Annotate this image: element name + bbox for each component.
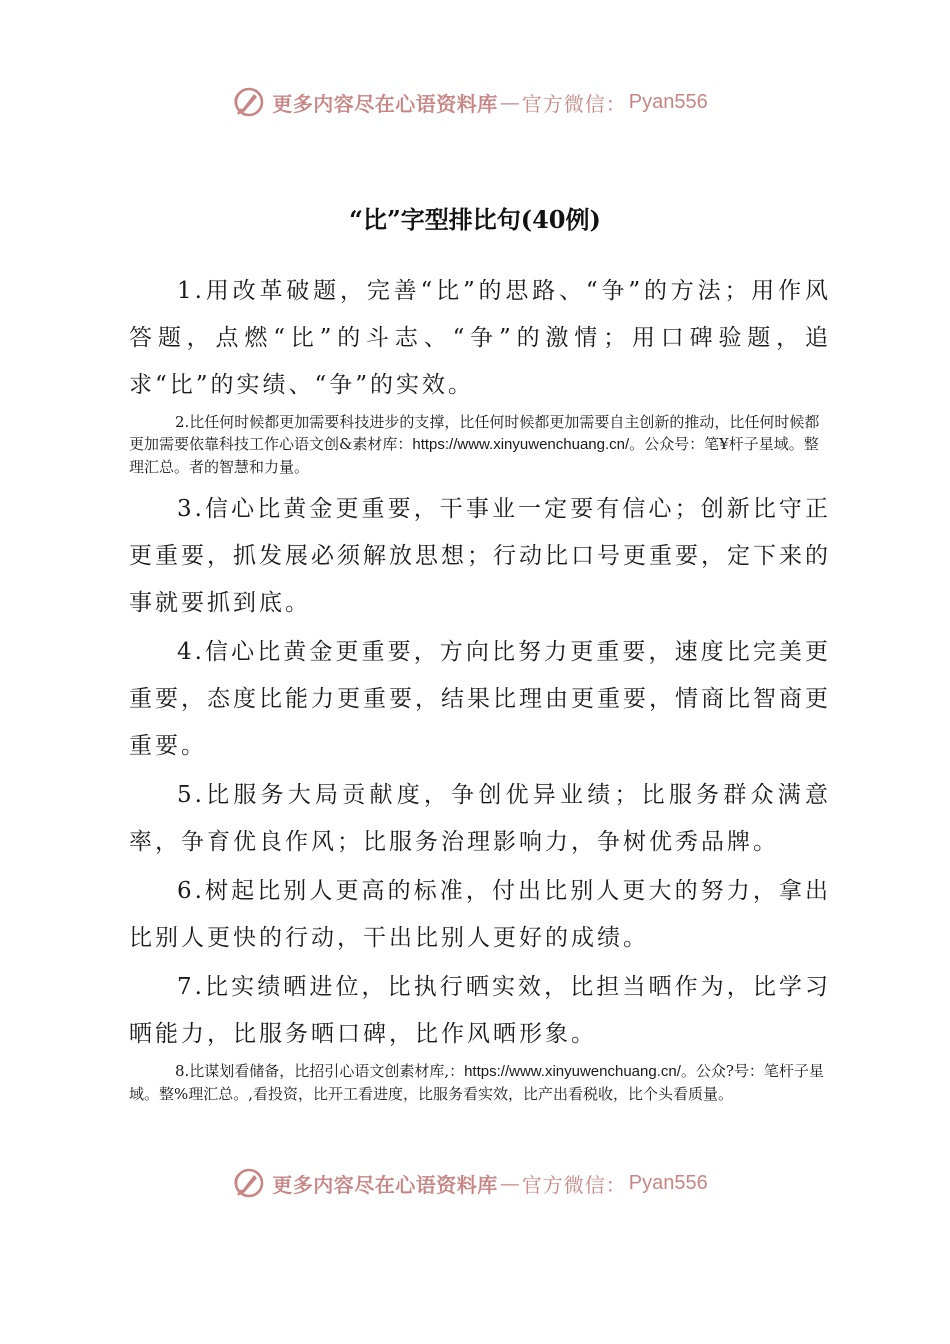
list-item-6: 6.树起比别人更高的标准，付出比别人更大的努力，拿出比别人更快的行动，干出比别人更好的成绩。 — [129, 878, 831, 951]
list-item-8-text-b: 。公众?号：笔杆子星域。整%理汇总。,看投资，比开工看进度，比服务看实效，比产出看税收，比个头看质量。 — [129, 1062, 824, 1103]
list-item-2-text-b: 。公众号：笔¥杆子星域。整理汇总。者的智慧和力量。 — [129, 435, 819, 476]
banner-site-text: 更多内容尽在心语资料库 — [272, 1172, 498, 1197]
page-title: “比”字型排比句(40例) — [349, 205, 601, 234]
quill-pen-logo-icon — [232, 1166, 266, 1200]
list-item-3: 3.信心比黄金更重要，干事业一定要有信心；创新比守正更重要，抓发展必须解放思想；行动比口号更重要，定下来的事就要抓到底。 — [129, 496, 831, 616]
list-item-2-url: https://www.xinyuwenchuang.cn/ — [412, 436, 630, 453]
banner-dash: — — [499, 1171, 520, 1195]
document-body — [129, 268, 831, 1109]
list-item-5: 5.比服务大局贡献度，争创优异业绩；比服务群众满意率，争育优良作风；比服务治理影响力，争树优秀品牌。 — [129, 782, 831, 855]
header-banner-content — [232, 85, 707, 119]
header-watermark-banner — [0, 82, 950, 122]
list-item-8-text-a: 8.比谋划看储备，比招引心语文创素材库,： — [175, 1062, 465, 1080]
quill-pen-logo-icon — [232, 85, 266, 119]
list-item-2-text-a: 2.比任何时候都更加需要科技进步的支撑，比任何时候都更加需要自主创新的推动，比任何时候都更加需要依靠科技工作心语文创&素材库： — [129, 413, 820, 453]
banner-wechat-label: 官方微信： — [521, 1172, 627, 1197]
banner-wechat-label: 官方微信： — [521, 91, 627, 116]
banner-site-text: 更多内容尽在心语资料库 — [272, 91, 498, 116]
list-item-8-url: https://www.xinyuwenchuang.cn/ — [464, 1063, 681, 1080]
banner-wechat-id: Pyan556 — [628, 1171, 708, 1194]
footer-watermark-banner — [0, 1163, 950, 1203]
list-item-8 — [129, 1060, 831, 1105]
list-item-4: 4.信心比黄金更重要，方向比努力更重要，速度比完美更重要，态度比能力更重要，结果比理由更重要，情商比智商更重要。 — [129, 639, 831, 759]
list-item-1: 1.用改革破题，完善“比”的思路、“争”的方法；用作风答题，点燃“比”的斗志、“争”的激情；用口碑验题，追求“比”的实绩、“争”的实效。 — [129, 278, 831, 398]
banner-dash: — — [499, 90, 520, 114]
list-item-2 — [129, 411, 831, 478]
list-item-7: 7.比实绩晒进位，比执行晒实效，比担当晒作为，比学习晒能力，比服务晒口碑，比作风晒形象。 — [129, 974, 831, 1047]
footer-banner-content — [232, 1166, 707, 1200]
banner-wechat-id: Pyan556 — [628, 90, 708, 113]
